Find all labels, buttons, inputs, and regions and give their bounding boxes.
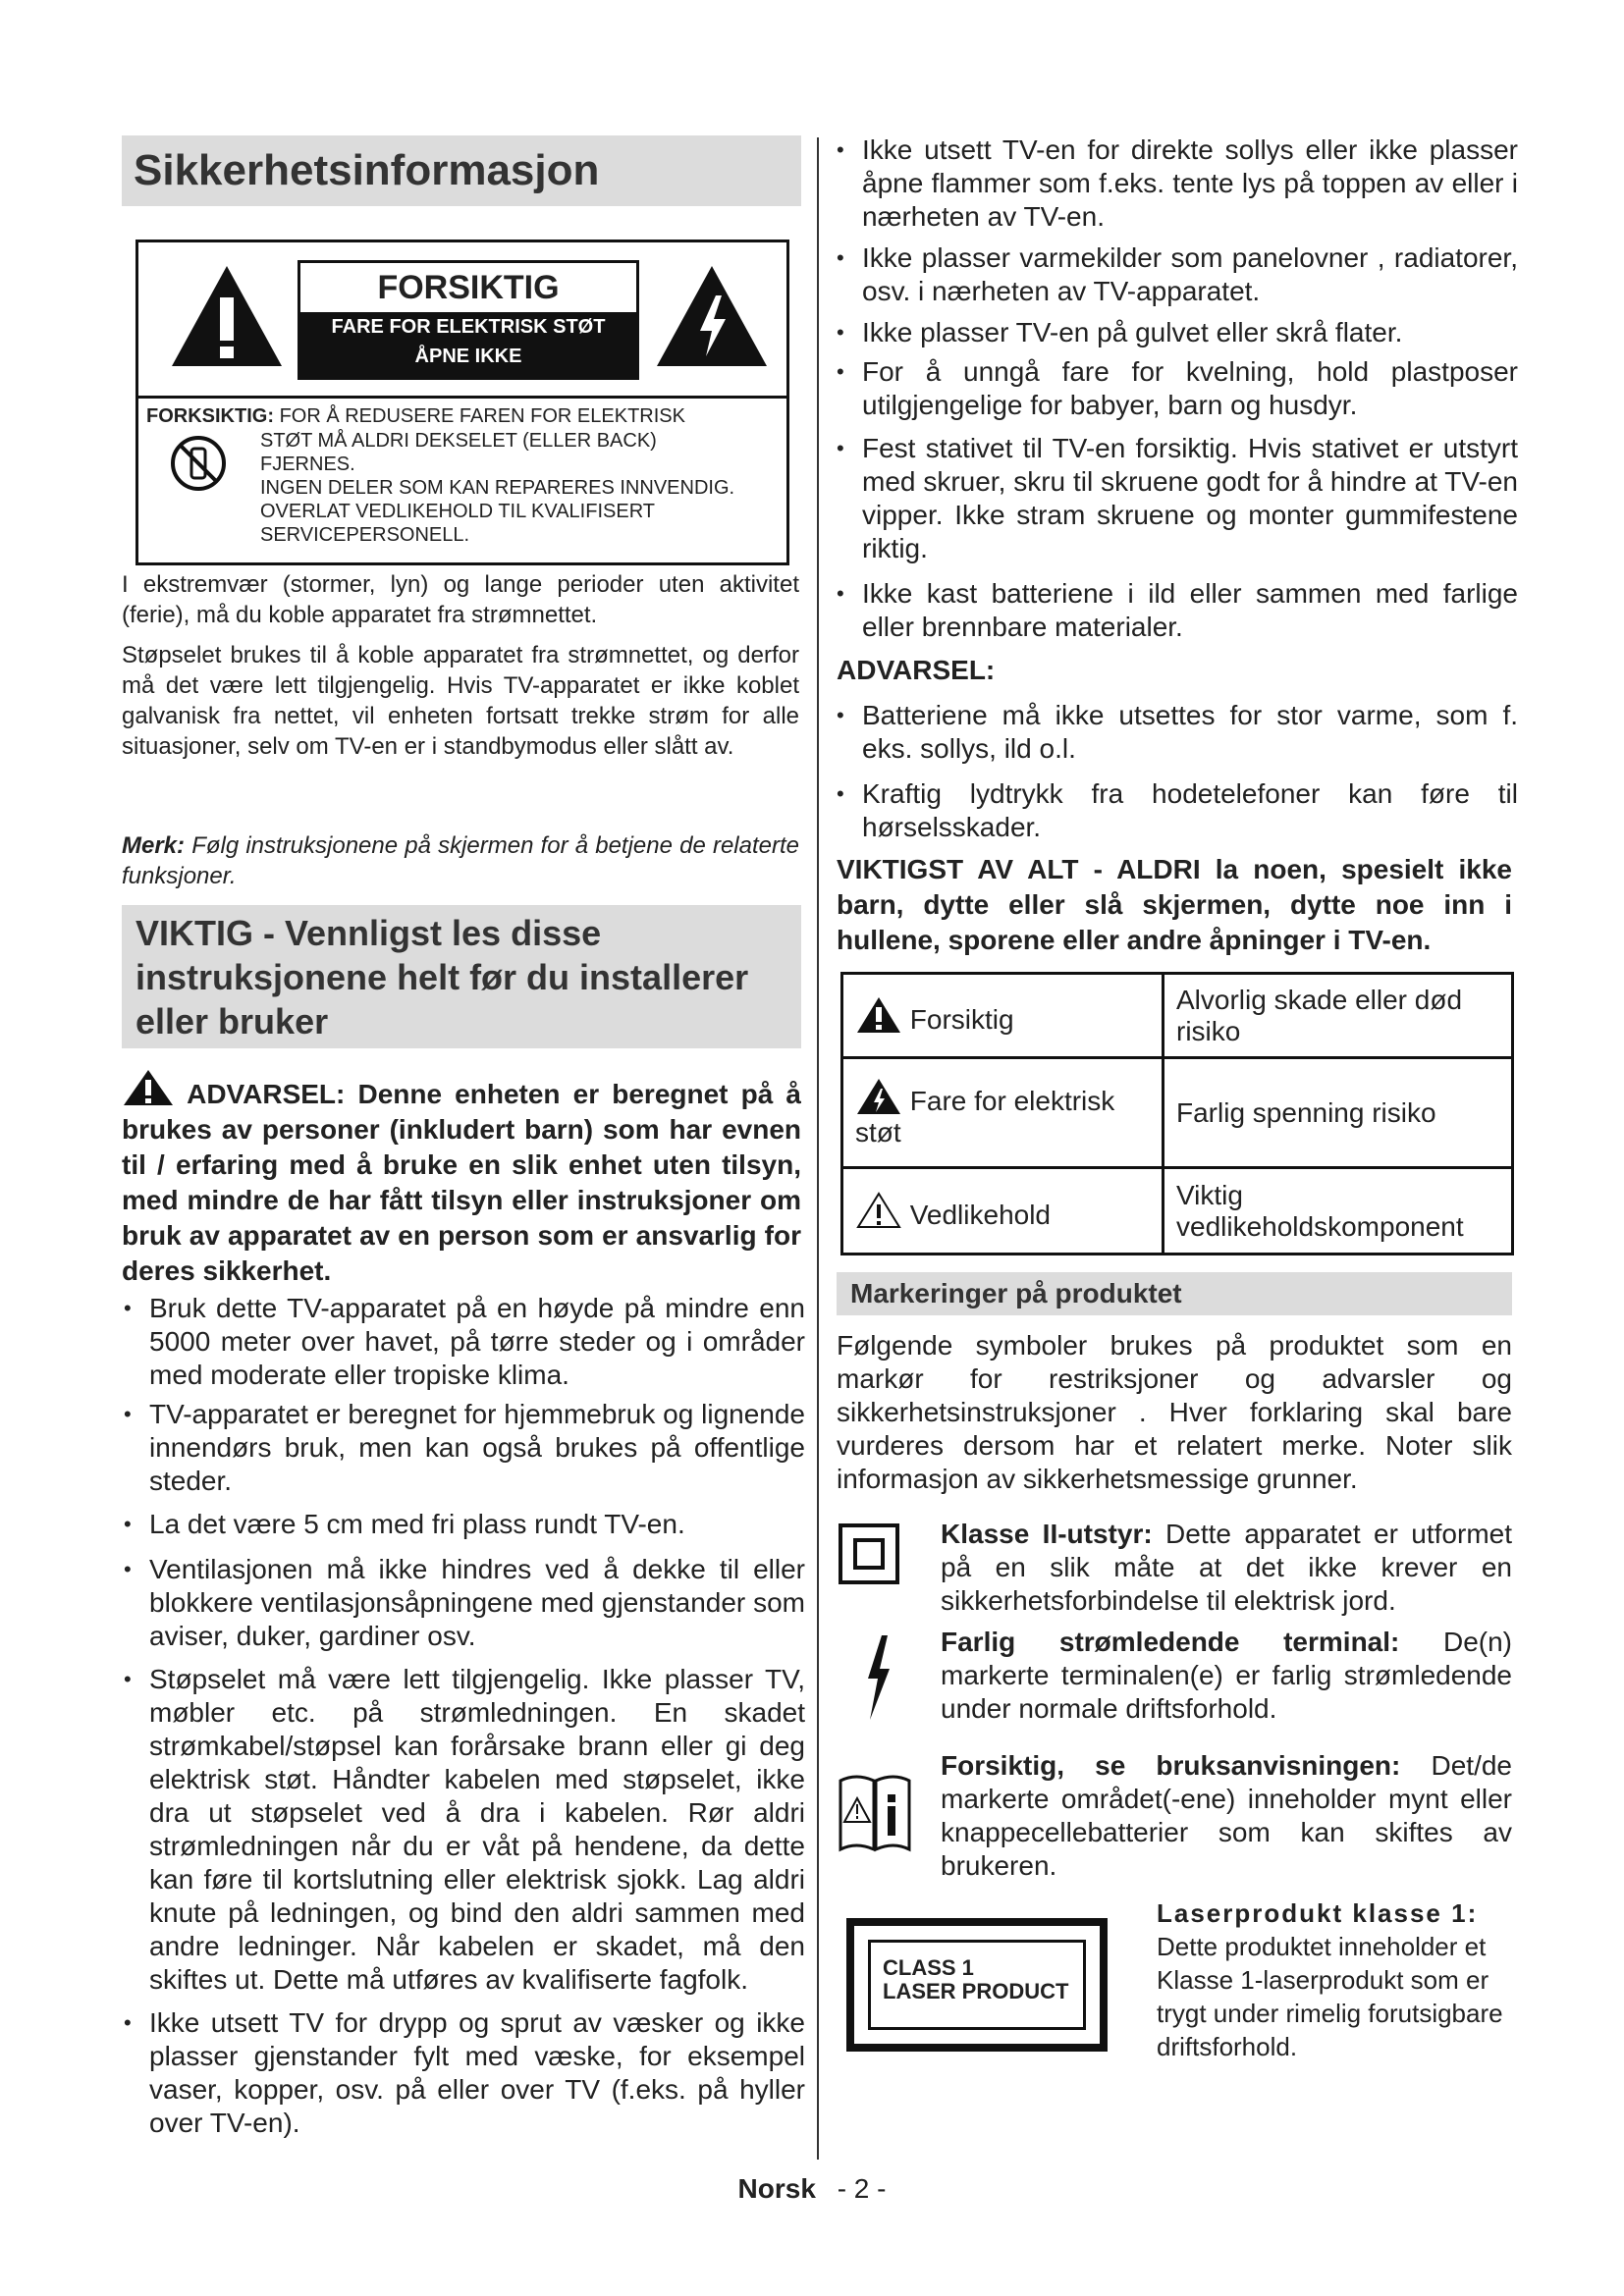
warning-text: : Denne enheten er beregnet på å brukes av personer (inkludert barn) som har evnen til / erfaring med å bruke en slik enhet uten tilsyn, med mindre de har fått tilsyn eller instruksjoner om bruk av apparatet av en person som er ansvarlig for deres sikkerhet.	[122, 1079, 801, 1286]
title-bar	[122, 135, 801, 206]
no-disassembly-icon	[170, 435, 227, 492]
storm-paragraph: I ekstremvær (stormer, lyn) og lange perioder uten aktivitet (ferie), må du koble apparatet fra strømnettet.	[122, 571, 799, 628]
lightning-bolt-icon	[858, 1633, 897, 1722]
table-row	[842, 1058, 1513, 1168]
caution-line2: STØT MÅ ALDRI DEKSELET (ELLER BACK)	[260, 430, 657, 452]
page-footer	[0, 2171, 1624, 2207]
laser-text	[1157, 1896, 1514, 2063]
bullet-home-use: • TV-apparatet er beregnet for hjemmebruk og lignende innendørs bruk, men kan også brukes på offentlige steder.	[122, 1398, 805, 1498]
note-label: Merk:	[122, 832, 186, 859]
table-cell-maintenance	[842, 1168, 1164, 1255]
bullet-altitude: • Bruk dette TV-apparatet på en høyde på mindre enn 5000 meter over havet, på tørre steder og i områder med moderate eller tropiske klima.	[122, 1292, 805, 1392]
table-cell-electric	[842, 1058, 1164, 1168]
table-row	[842, 1168, 1513, 1255]
warning-label: ADVARSEL	[187, 1079, 337, 1109]
bullet-battery-heat: • Batteriene må ikke utsettes for stor varme, som f. eks. sollys, ild o.l.	[835, 699, 1518, 766]
bullet-clearance: • La det være 5 cm med fri plass rundt TV-en.	[122, 1508, 805, 1541]
lightning-warning-icon	[855, 1077, 902, 1116]
caution-banner	[300, 312, 636, 377]
class2-description: Dette apparatet er utformet på en slik måte at det ikke krever en sikkerhetsforbindelse til elektrisk jord.	[941, 1519, 1512, 1616]
caution-heading: FORSIKTIG	[377, 269, 560, 306]
most-important-text: VIKTIGST AV ALT - ALDRI la noen, spesielt ikke barn, dytte eller slå skjermen, dytte noe inn i hullene, sporene eller andre åpninger i TV-en.	[837, 854, 1512, 955]
double-square-icon	[839, 1523, 899, 1584]
caution-line4: INGEN DELER SOM KAN REPARERES INNVENDIG.	[260, 477, 735, 499]
table-cell-value: Farlig spenning risiko	[1164, 1058, 1513, 1168]
table-cell-label: Fare for elektrisk støt	[855, 1086, 1115, 1148]
column-divider	[817, 137, 819, 2160]
caution-text-rest	[260, 429, 734, 547]
table-cell-label: Vedlikehold	[909, 1200, 1052, 1230]
laser-sticker	[846, 1918, 1108, 2052]
important-heading: VIKTIG - Vennligst les disse instruksjonene helt før du installerer eller bruker	[135, 913, 749, 1041]
table-row	[842, 974, 1513, 1058]
laser-sticker-line1: CLASS 1	[883, 1955, 974, 1980]
laser-description: Dette produktet inneholder et Klasse 1-laserprodukt som er trygt under rimelig forutsigbare driftsforhold.	[1157, 1932, 1503, 2061]
bullet-headphones: • Kraftig lydtrykk fra hodetelefoner kan føre til hørselsskader.	[835, 777, 1518, 844]
footer-page-number: - 2 -	[837, 2173, 887, 2204]
caution-box	[135, 240, 789, 565]
caution-label: FORKSIKTIG:	[146, 405, 274, 427]
symbol-table	[840, 972, 1514, 1255]
caution-separator	[138, 396, 786, 399]
important-heading-bar	[122, 905, 801, 1048]
usage-warning	[122, 1068, 801, 1289]
laser-sticker-inner	[868, 1940, 1086, 2030]
bullet-heat-sources: • Ikke plasser varmekilder som panelovner , radiatorer, osv. i nærheten av TV-apparatet.	[835, 241, 1518, 308]
outline-warning-icon	[855, 1191, 902, 1230]
markings-heading-bar	[837, 1272, 1512, 1315]
table-cell-value: Viktig vedlikeholdskomponent	[1164, 1168, 1513, 1255]
warning-icon	[122, 1068, 175, 1107]
table-cell-label: Forsiktig	[909, 1004, 1014, 1035]
caution-line5: OVERLAT VEDLIKEHOLD TIL KVALIFISERT	[260, 501, 655, 522]
markings-intro: Følgende symboler brukes på produktet som en markør for restriksjoner og advarsler og sikkerhetsinstruksjoner . Hver forklaring skal bare vurderes dersom har et relatert merke. Noter slik informasjon av sikkerhetsmessige grunner.	[837, 1330, 1512, 1494]
bullet-ventilation: • Ventilasjonen må ikke hindres ved å dekke til eller blokkere ventilasjonsåpningene med gjenstander som aviser, duker, gardiner osv.	[122, 1553, 805, 1653]
lightning-warning-icon	[653, 262, 771, 370]
page-title: Sikkerhetsinformasjon	[134, 146, 600, 194]
live-terminal-description: De(n) markerte terminalen(e) er farlig strømledende under normale driftsforhold.	[941, 1627, 1513, 1724]
caution-line1: FOR Å REDUSERE FAREN FOR ELEKTRISK	[279, 405, 685, 427]
laser-label: Laserprodukt klasse 1:	[1157, 1898, 1479, 1928]
caution-heading-box	[298, 260, 639, 380]
bullet-sunlight: • Ikke utsett TV-en for direkte sollys eller ikke plasser åpne flammer som f.eks. tente lys på toppen av eller i nærheten av TV-en.	[835, 133, 1518, 234]
caution-line6: SERVICEPERSONELL.	[260, 524, 470, 546]
live-terminal-text	[941, 1626, 1512, 1726]
caution-text-line1	[146, 403, 685, 429]
read-manual-icon	[837, 1767, 913, 1855]
caution-line3: FJERNES.	[260, 454, 355, 475]
banner-line2: ÅPNE IKKE	[414, 346, 522, 367]
banner-line1: FARE FOR ELEKTRISK STØT	[331, 316, 606, 338]
bullet-stand: • Fest stativet til TV-en forsiktig. Hvis stativet er utstyrt med skruer, skru til skruene godt for å hindre at TV-en vipper. Ikke stram skruene og monter gummifestene riktig.	[835, 432, 1518, 565]
class2-label: Klasse II-utstyr:	[941, 1519, 1153, 1549]
exclamation-warning-icon	[168, 262, 286, 370]
markings-heading: Markeringer på produktet	[850, 1278, 1182, 1308]
note-paragraph	[122, 830, 799, 891]
class2-text	[941, 1518, 1512, 1618]
live-terminal-label: Farlig strømledende terminal:	[941, 1627, 1400, 1657]
manual-description: Det/de markerte området(-ene) inneholder mynt eller knappecellebatterier som kan skiftes av brukeren.	[941, 1750, 1513, 1881]
warning-heading: ADVARSEL:	[837, 655, 996, 685]
laser-sticker-line2: LASER PRODUCT	[883, 1979, 1069, 2003]
bullet-batteries-fire: • Ikke kast batteriene i ild eller sammen med farlige eller brennbare materialer.	[835, 577, 1518, 644]
bullet-power-cord: • Støpselet må være lett tilgjengelig. Ikke plasser TV, møbler etc. på strømledningen. En skadet strømkabel/støpsel kan forårsake brann eller gi deg elektrisk støt. Håndter kabelen med støpselet, ikke dra ut støpselet ved å dra i kabelen. Rør aldri strømledningen når du er våt på hendene, da dette kan føre til kortslutning eller elektrisk sjokk. Lag aldri knute på ledningen, og bind den aldri sammen med andre ledninger. Når kabelen er skadet, må den skiftes ut. Dette må utføres av kvalifiserte fagfolk.	[122, 1663, 805, 1997]
bullet-liquids: • Ikke utsett TV for drypp og sprut av væsker og ikke plasser gjenstander fylt med væske, for eksempel vaser, kopper, osv. på eller over TV (f.eks. på hyller over TV-en).	[122, 2006, 805, 2140]
table-cell-caution	[842, 974, 1164, 1058]
note-text: Følg instruksjonene på skjermen for å betjene de relaterte funksjoner.	[122, 832, 799, 889]
bullet-plastic-bags: • For å unngå fare for kvelning, hold plastposer utilgjengelige for babyer, barn og husdyr.	[835, 355, 1518, 422]
plug-paragraph: Støpselet brukes til å koble apparatet fra strømnettet, og derfor må det være lett tilgjengelig. Hvis TV-apparatet er ikke koblet galvanisk fra nettet, vil enheten fortsatt trekke strøm for alle situasjoner, selv om TV-en er i standbymodus eller slått av.	[122, 642, 799, 760]
manual-text	[941, 1749, 1512, 1883]
warning-icon	[855, 995, 902, 1035]
bullet-floor: • Ikke plasser TV-en på gulvet eller skrå flater.	[835, 316, 1518, 349]
table-cell-value: Alvorlig skade eller død risiko	[1164, 974, 1513, 1058]
footer-language: Norsk	[737, 2173, 816, 2204]
manual-label: Forsiktig, se bruksanvisningen:	[941, 1750, 1401, 1781]
